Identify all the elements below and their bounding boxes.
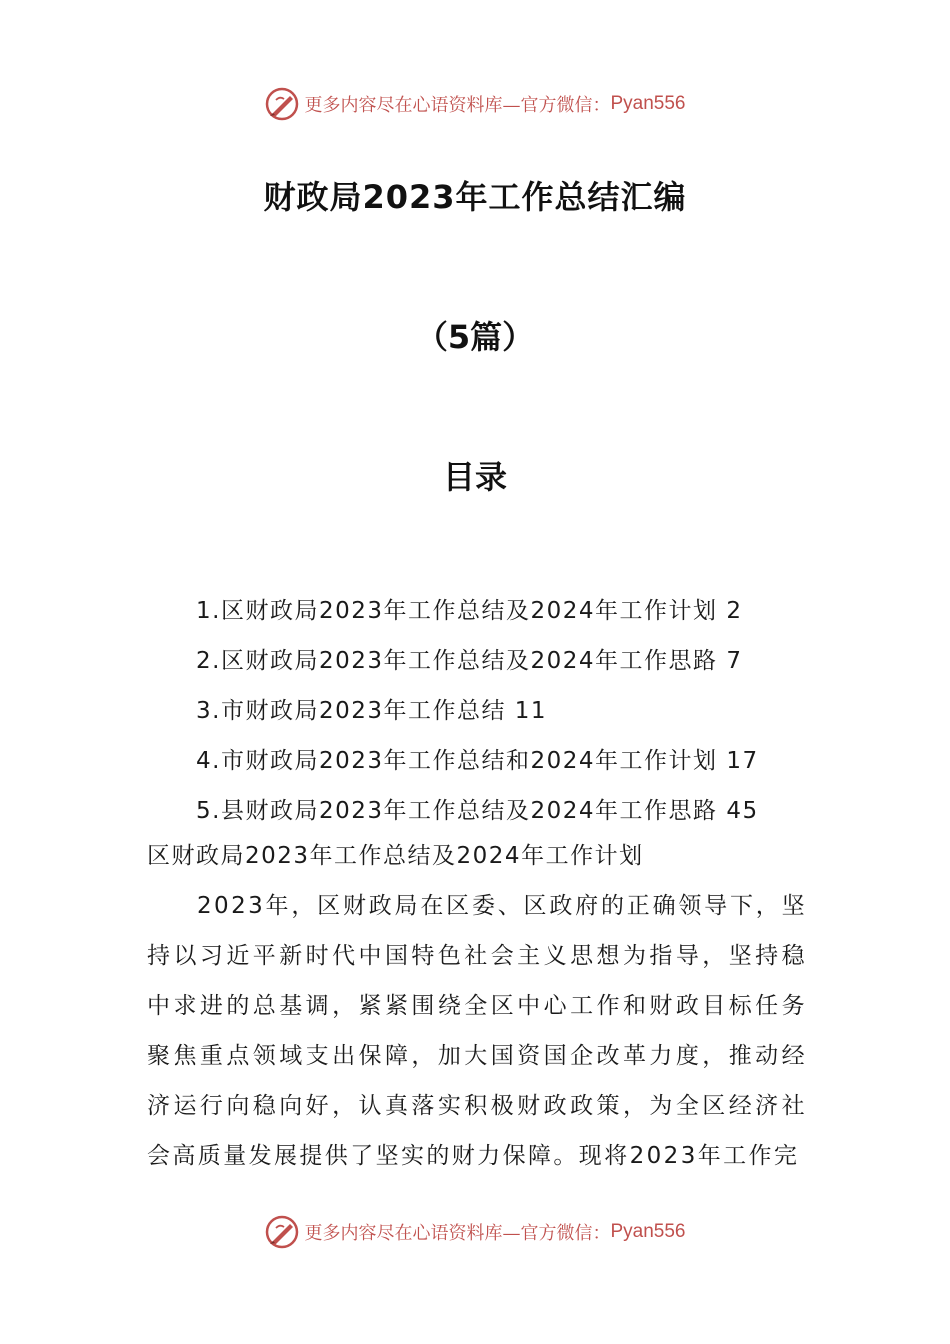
toc-item[interactable]: 1.区财政局2023年工作总结及2024年工作计划 2	[196, 598, 743, 624]
watermark-text: 更多内容尽在心语资料库—官方微信：	[304, 1223, 611, 1244]
watermark-wechat-id: Pyan556	[610, 1221, 686, 1242]
body-paragraph: 2023年，区财政局在区委、区政府的正确领导下，坚持以习近平新时代中国特色社会主义思想为指导，坚持稳中求进的总基调，紧紧围绕全区中心工作和财政目标任务聚焦重点领域支出保障，加大国资国企改革力度，推动经济运行向稳向好，认真落实积极财政政策，为全区经济社会高质量发展提供了坚实的财力保障。现将2023年工作完	[147, 893, 807, 1169]
toc-item[interactable]: 5.县财政局2023年工作总结及2024年工作思路 45	[196, 798, 759, 824]
body-text	[147, 881, 807, 1181]
section-title: 区财政局2023年工作总结及2024年工作计划	[147, 843, 644, 869]
toc-item[interactable]: 2.区财政局2023年工作总结及2024年工作思路 7	[196, 648, 743, 674]
pen-logo-icon	[264, 86, 300, 122]
pen-logo-icon	[264, 1214, 300, 1250]
document-title: 财政局2023年工作总结汇编	[263, 178, 687, 216]
toc-heading: 目录	[442, 458, 507, 496]
toc-item[interactable]: 4.市财政局2023年工作总结和2024年工作计划 17	[196, 748, 759, 774]
document-subtitle: （5篇）	[415, 318, 535, 356]
header-watermark	[0, 84, 950, 124]
toc-item[interactable]: 3.市财政局2023年工作总结 11	[196, 698, 548, 724]
watermark-wechat-id: Pyan556	[610, 93, 686, 114]
watermark-text: 更多内容尽在心语资料库—官方微信：	[304, 95, 611, 116]
footer-watermark	[0, 1212, 950, 1252]
table-of-contents	[196, 586, 759, 836]
